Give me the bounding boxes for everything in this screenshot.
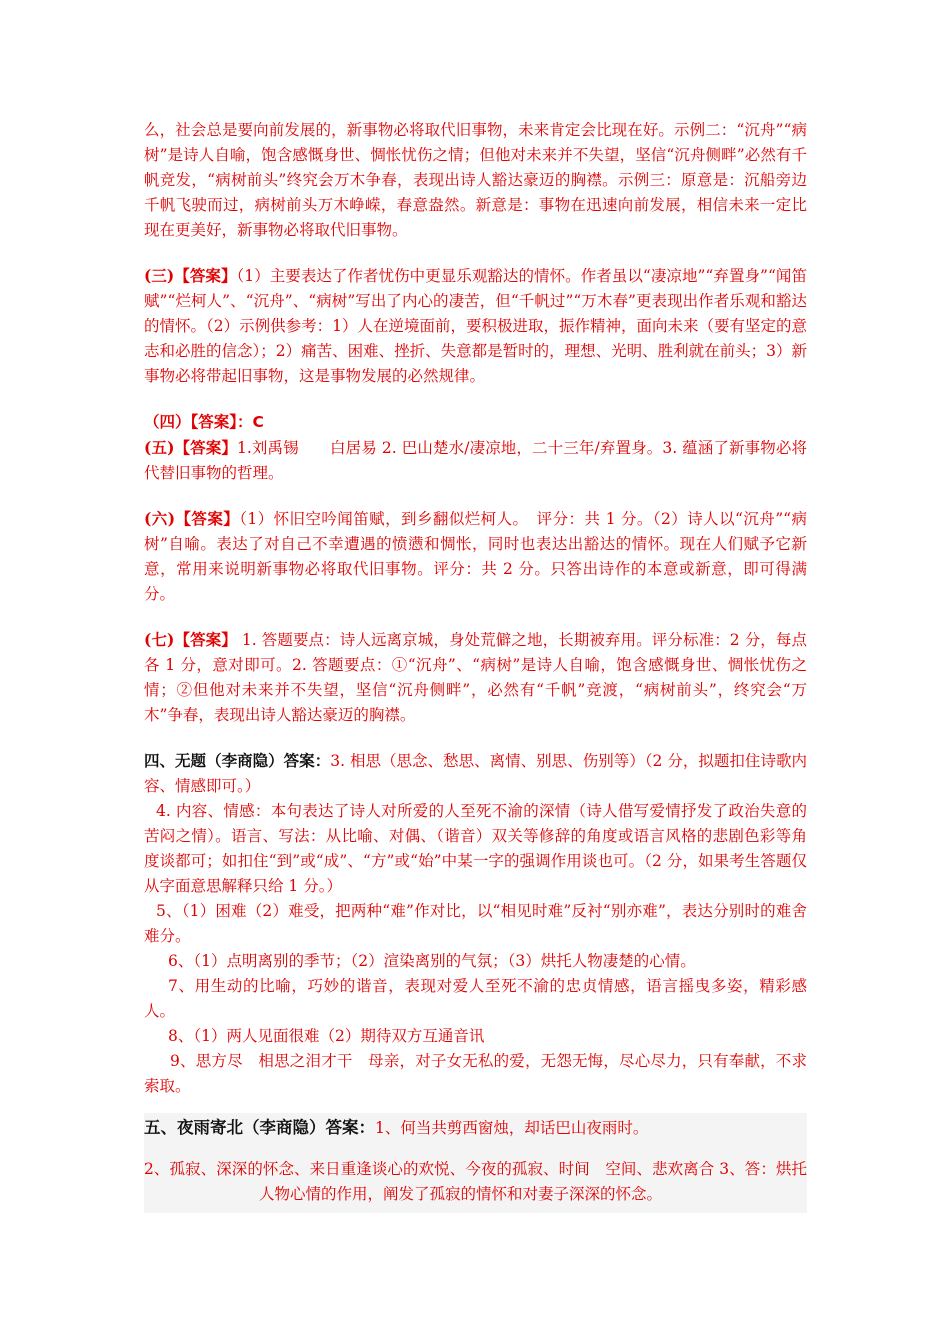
answer-text: 1.刘禹锡 白居易 2. 巴山楚水/凄凉地，二十三年/弃置身。3. 蕴涵了新事物必将代替旧事物的哲理。 — [144, 439, 808, 482]
answer-section-3 — [144, 263, 807, 389]
answer-section-5 — [144, 435, 807, 486]
part4-q3-text: 3. 相思（思念、愁思、离情、别思、伤别等）（2 分，拟题扣住诗歌内容、情感即可。） — [144, 752, 807, 795]
answer-label: (六)【答案】 — [144, 509, 240, 528]
answer-text: 1. 答题要点：诗人远离京城，身处荒僻之地，长期被弃用。评分标准：2 分，每点各 1 分，意对即可。2. 答题要点：①“沉舟”、“病树”是诗人自喻，饱含感慨身世、惆怅忧伤之情；②但他对未来并不失望，坚信“沉舟侧畔”，必然有“千帆”竞渡，“病树前头”，终究会“万木”争春，表现出诗人豁达豪迈的胸襟。 — [144, 631, 808, 724]
part5-a1 — [144, 1115, 807, 1141]
part5-title: 五、夜雨寄北（李商隐）答案： — [144, 1118, 375, 1137]
part5-a2: 2、孤寂、深深的怀念、来日重逢谈心的欢悦、今夜的孤寂、时间 空间、悲欢离合 3、答：烘托人物心情的作用，阐发了孤寂的情怀和对妻子深深的怀念。 — [144, 1160, 807, 1203]
answer-label: (三)【答案】 — [144, 266, 237, 285]
part5-a1-text: 1、何当共剪西窗烛，却话巴山夜雨时。 — [375, 1119, 649, 1137]
part5-block — [144, 1113, 807, 1213]
part4-title: 四、无题（李商隐）答案： — [144, 751, 331, 770]
part4-q8: 8、（1）两人见面很难（2）期待双方互通音讯 — [168, 1027, 485, 1045]
answer-section-4 — [144, 409, 807, 435]
answer-section-6 — [144, 506, 807, 607]
answer-label: （四）【答案】 — [144, 412, 238, 431]
part4-q9: 9、思方尽 相思之泪才干 母亲，对子女无私的爱，无怨无悔，尽心尽力，只有奉献，不求索取。 — [144, 1052, 807, 1095]
document-content — [144, 118, 807, 1213]
part4-q5: 5、（1）困难（2）难受，把两种“难”作对比，以“相见时难”反衬“别亦难”，表达分别时的难舍难分。 — [144, 902, 807, 945]
answer-text: （1）主要表达了作者忧伤中更显乐观豁达的情怀。作者虽以“凄凉地”“弃置身”“闻笛赋”“烂柯人”、“沉舟”、“病树”写出了内心的凄苦，但“千帆过”“万木春”更表现出作者乐观和豁达的情怀。（2）示例供参考：1）人在逆境面前，要积极进取，振作精神，面向未来（要有坚定的意志和必胜的信念）；2）痛苦、困难、挫折、失意都是暂时的，理想、光明、胜利就在前头；3）新事物必将带起旧事物，这是事物发展的必然规律。 — [144, 267, 807, 385]
paragraph-continued: 么，社会总是要向前发展的，新事物必将取代旧事物，未来肯定会比现在好。示例二：“沉舟”“病树”是诗人自喻，饱含感慨身世、惆怅忧伤之情；但他对未来并不失望，坚信“沉舟侧畔”必然有千帆竞发，“病树前头”终究会万木争春，表现出诗人豁达豪迈的胸襟。示例三：原意是：沉船旁边千帆飞驶而过，病树前头万木峥嵘，春意盎然。新意是：事物在迅速向前发展，相信未来一定比现在更美好，新事物必将取代旧事物。 — [144, 121, 807, 239]
answer-label: (七)【答案】 — [144, 630, 237, 649]
answer-text: ：C — [237, 413, 264, 431]
answer-label: (五)【答案】 — [144, 438, 238, 457]
part4-q6: 6、（1）点明离别的季节；（2）渲染离别的气氛；（3）烘托人物凄楚的心情。 — [168, 952, 696, 970]
part4-q4: 4. 内容、情感：本句表达了诗人对所爱的人至死不渝的深情（诗人借写爱情抒发了政治失意的苦闷之情）。语言、写法：从比喻、对偶、（谐音）双关等修辞的角度或语言风格的悲剧色彩等角度谈都可；如扣住“到”或“成”、“方”或“始”中某一字的强调作用谈也可。（2 分，如果考生答题仅从字面意思解释只给 1 分。） — [144, 802, 807, 895]
part4-q7: 7、用生动的比喻，巧妙的谐音，表现对爱人至死不渝的忠贞情感，语言摇曳多姿，精彩感人。 — [144, 977, 807, 1020]
answer-text: （1）怀旧空吟闻笛赋，到乡翻似烂柯人。 评分：共 1 分。（2）诗人以“沉舟”“病树”自喻。表达了对自己不幸遭遇的愤懑和惆怅，同时也表达出豁达的情怀。现在人们赋予它新意，常用来说明新事物必将取代旧事物。评分：共 2 分。只答出诗作的本意或新意，即可得满分。 — [144, 510, 807, 603]
answer-section-7 — [144, 627, 807, 728]
part4-q3 — [144, 748, 807, 799]
